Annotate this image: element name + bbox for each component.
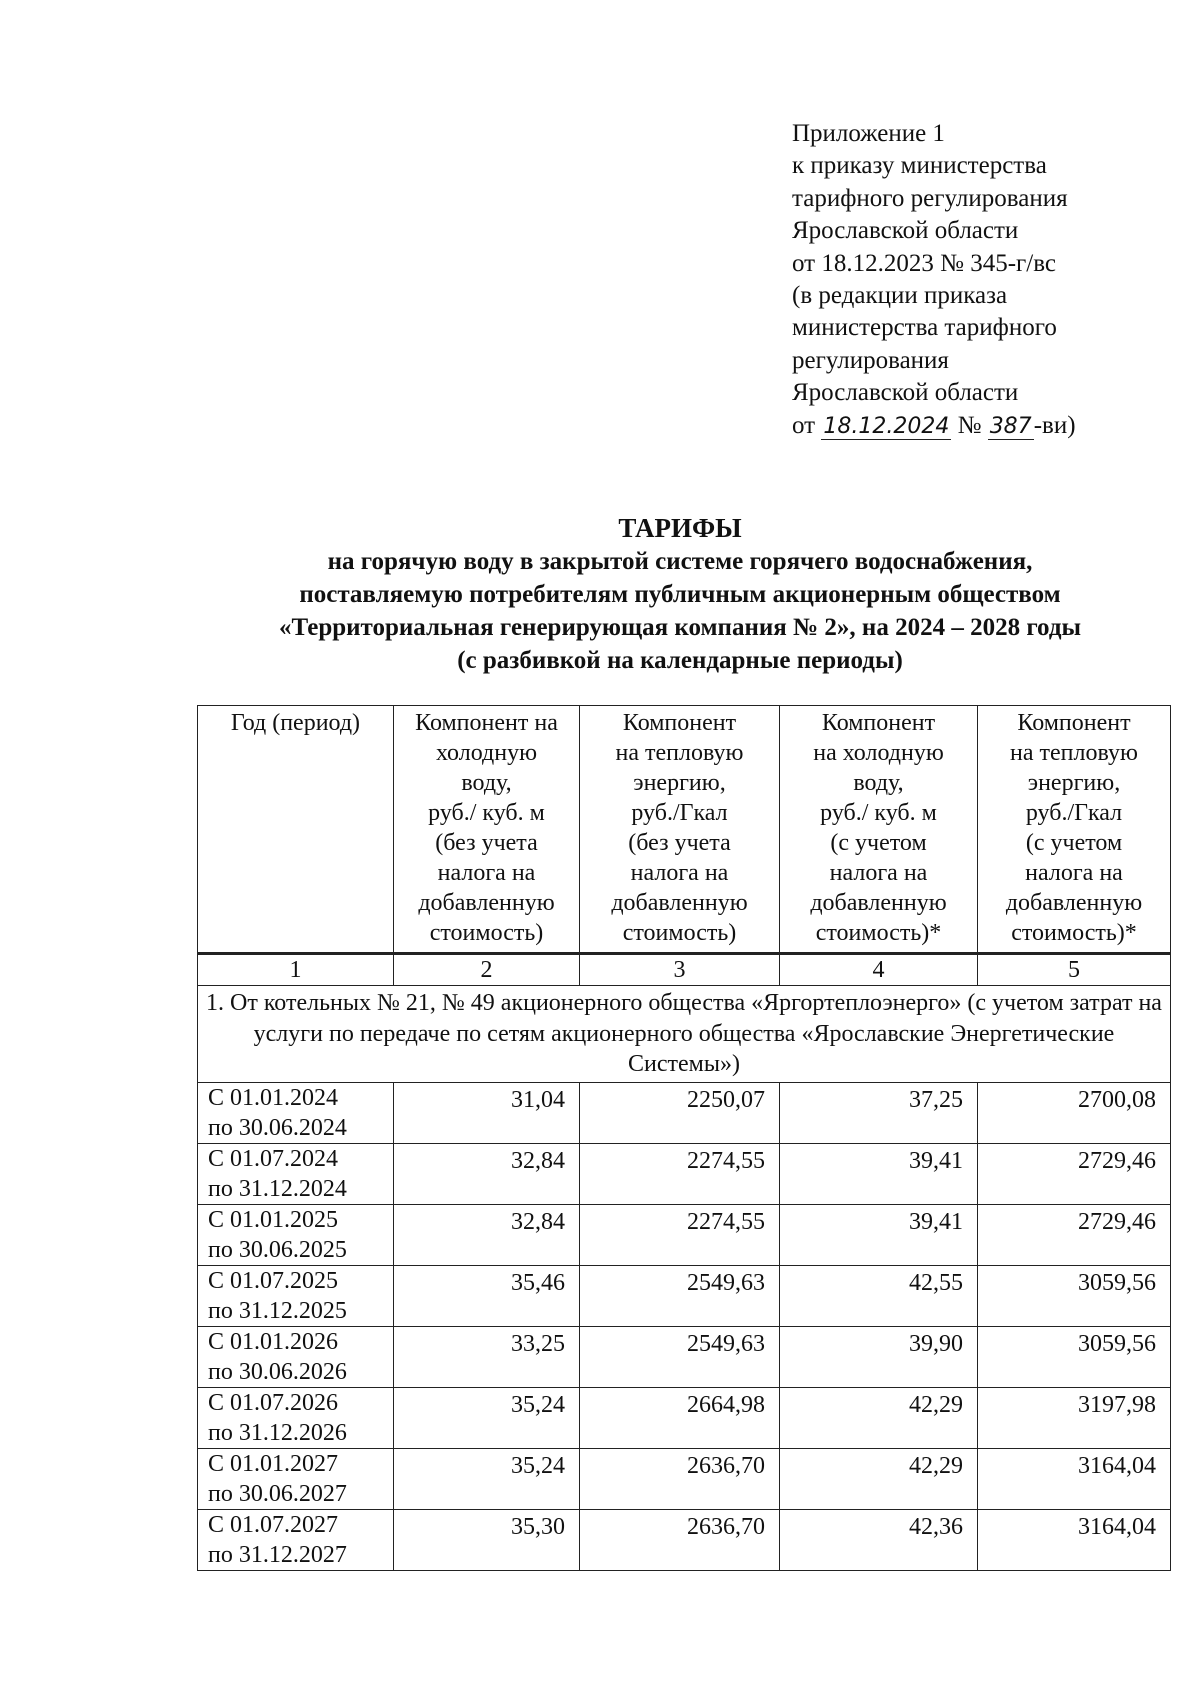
appendix-line: Ярославской области	[792, 379, 1019, 407]
period-cell: С 01.01.2024 по 30.06.2024	[198, 1082, 394, 1143]
value-cell: 3197,98	[978, 1387, 1171, 1448]
value-cell: 3059,56	[978, 1265, 1171, 1326]
appendix-line: тарифного регулирования	[792, 184, 1068, 212]
number-sign: №	[957, 411, 982, 439]
value-cell: 35,24	[394, 1448, 580, 1509]
appendix-line: министерства тарифного	[792, 314, 1057, 342]
value-cell: 3059,56	[978, 1326, 1171, 1387]
table-row	[198, 1082, 1171, 1143]
column-number: 3	[580, 954, 780, 986]
value-cell: 2274,55	[580, 1143, 780, 1204]
appendix-line: от 18.12.2023 № 345-г/вс	[792, 249, 1056, 277]
value-cell: 2664,98	[580, 1387, 780, 1448]
header-cold-water-no-vat: Компонент на холодную воду, руб./ куб. м (без учета налога на добавленную стоимость)	[394, 706, 580, 954]
value-cell: 35,46	[394, 1265, 580, 1326]
document-title	[180, 512, 1180, 677]
header-heat-energy-no-vat: Компонент на тепловую энергию, руб./Гкал (без учета налога на добавленную стоимость)	[580, 706, 780, 954]
value-cell: 35,24	[394, 1387, 580, 1448]
section-row	[198, 986, 1171, 1083]
value-cell: 2274,55	[580, 1204, 780, 1265]
value-cell: 32,84	[394, 1143, 580, 1204]
value-cell: 39,41	[780, 1143, 978, 1204]
value-cell: 2549,63	[580, 1265, 780, 1326]
value-cell: 31,04	[394, 1082, 580, 1143]
value-cell: 3164,04	[978, 1448, 1171, 1509]
value-cell: 37,25	[780, 1082, 978, 1143]
value-cell: 2549,63	[580, 1326, 780, 1387]
table-row	[198, 1143, 1171, 1204]
value-cell: 2700,08	[978, 1082, 1171, 1143]
header-row	[198, 706, 1171, 954]
value-cell: 39,90	[780, 1326, 978, 1387]
period-cell: С 01.01.2026 по 30.06.2026	[198, 1326, 394, 1387]
handwritten-date: 18.12.2024	[823, 413, 950, 439]
title-line: «Территориальная генерирующая компания № 2», на 2024 – 2028 годы	[279, 614, 1081, 641]
value-cell: 2636,70	[580, 1509, 780, 1570]
section-title: 1. От котельных № 21, № 49 акционерного общества «Яргортеплоэнерго» (с учетом затрат на услуги по передаче по сетям акционерного общества «Ярославские Энергетические Системы»)	[198, 986, 1171, 1083]
handwritten-number: 387	[989, 413, 1032, 439]
value-cell: 32,84	[394, 1204, 580, 1265]
period-cell: С 01.01.2025 по 30.06.2025	[198, 1204, 394, 1265]
column-number: 2	[394, 954, 580, 986]
value-cell: 2636,70	[580, 1448, 780, 1509]
title-main: ТАРИФЫ	[618, 513, 742, 543]
period-cell: С 01.07.2027 по 31.12.2027	[198, 1509, 394, 1570]
table-row	[198, 1387, 1171, 1448]
value-cell: 42,36	[780, 1509, 978, 1570]
title-line: поставляемую потребителям публичным акционерным обществом	[299, 581, 1061, 608]
period-cell: С 01.07.2025 по 31.12.2025	[198, 1265, 394, 1326]
appendix-line: Приложение 1	[792, 120, 945, 147]
appendix-amendment-line	[792, 410, 1076, 442]
value-cell: 2729,46	[978, 1204, 1171, 1265]
value-cell: 42,55	[780, 1265, 978, 1326]
appendix-prefix: от	[792, 411, 816, 439]
value-cell: 2729,46	[978, 1143, 1171, 1204]
value-cell: 2250,07	[580, 1082, 780, 1143]
appendix-line: (в редакции приказа	[792, 282, 1008, 310]
order-suffix: -ви)	[1033, 411, 1076, 439]
header-cold-water-vat: Компонент на холодную воду, руб./ куб. м (с учетом налога на добавленную стоимость)*	[780, 706, 978, 954]
table-row	[198, 1265, 1171, 1326]
table-row	[198, 1509, 1171, 1570]
appendix-line: к приказу министерства	[792, 152, 1047, 180]
period-cell: С 01.07.2024 по 31.12.2024	[198, 1143, 394, 1204]
table-row	[198, 1448, 1171, 1509]
appendix-block	[792, 118, 1076, 442]
value-cell: 42,29	[780, 1387, 978, 1448]
value-cell: 39,41	[780, 1204, 978, 1265]
header-period: Год (период)	[198, 706, 394, 954]
appendix-line: Ярославской области	[792, 217, 1019, 245]
value-cell: 3164,04	[978, 1509, 1171, 1570]
column-number: 4	[780, 954, 978, 986]
tariff-table	[197, 705, 1171, 1571]
period-cell: С 01.07.2026 по 31.12.2026	[198, 1387, 394, 1448]
title-line: на горячую воду в закрытой системе горячего водоснабжения,	[327, 548, 1033, 575]
column-number: 5	[978, 954, 1171, 986]
title-line: (с разбивкой на календарные периоды)	[457, 647, 903, 674]
table-row	[198, 1326, 1171, 1387]
appendix-line: регулирования	[792, 346, 949, 374]
value-cell: 33,25	[394, 1326, 580, 1387]
value-cell: 42,29	[780, 1448, 978, 1509]
column-number-row	[198, 954, 1171, 986]
table-row	[198, 1204, 1171, 1265]
column-number: 1	[198, 954, 394, 986]
period-cell: С 01.01.2027 по 30.06.2027	[198, 1448, 394, 1509]
header-heat-energy-vat: Компонент на тепловую энергию, руб./Гкал (с учетом налога на добавленную стоимость)*	[978, 706, 1171, 954]
value-cell: 35,30	[394, 1509, 580, 1570]
